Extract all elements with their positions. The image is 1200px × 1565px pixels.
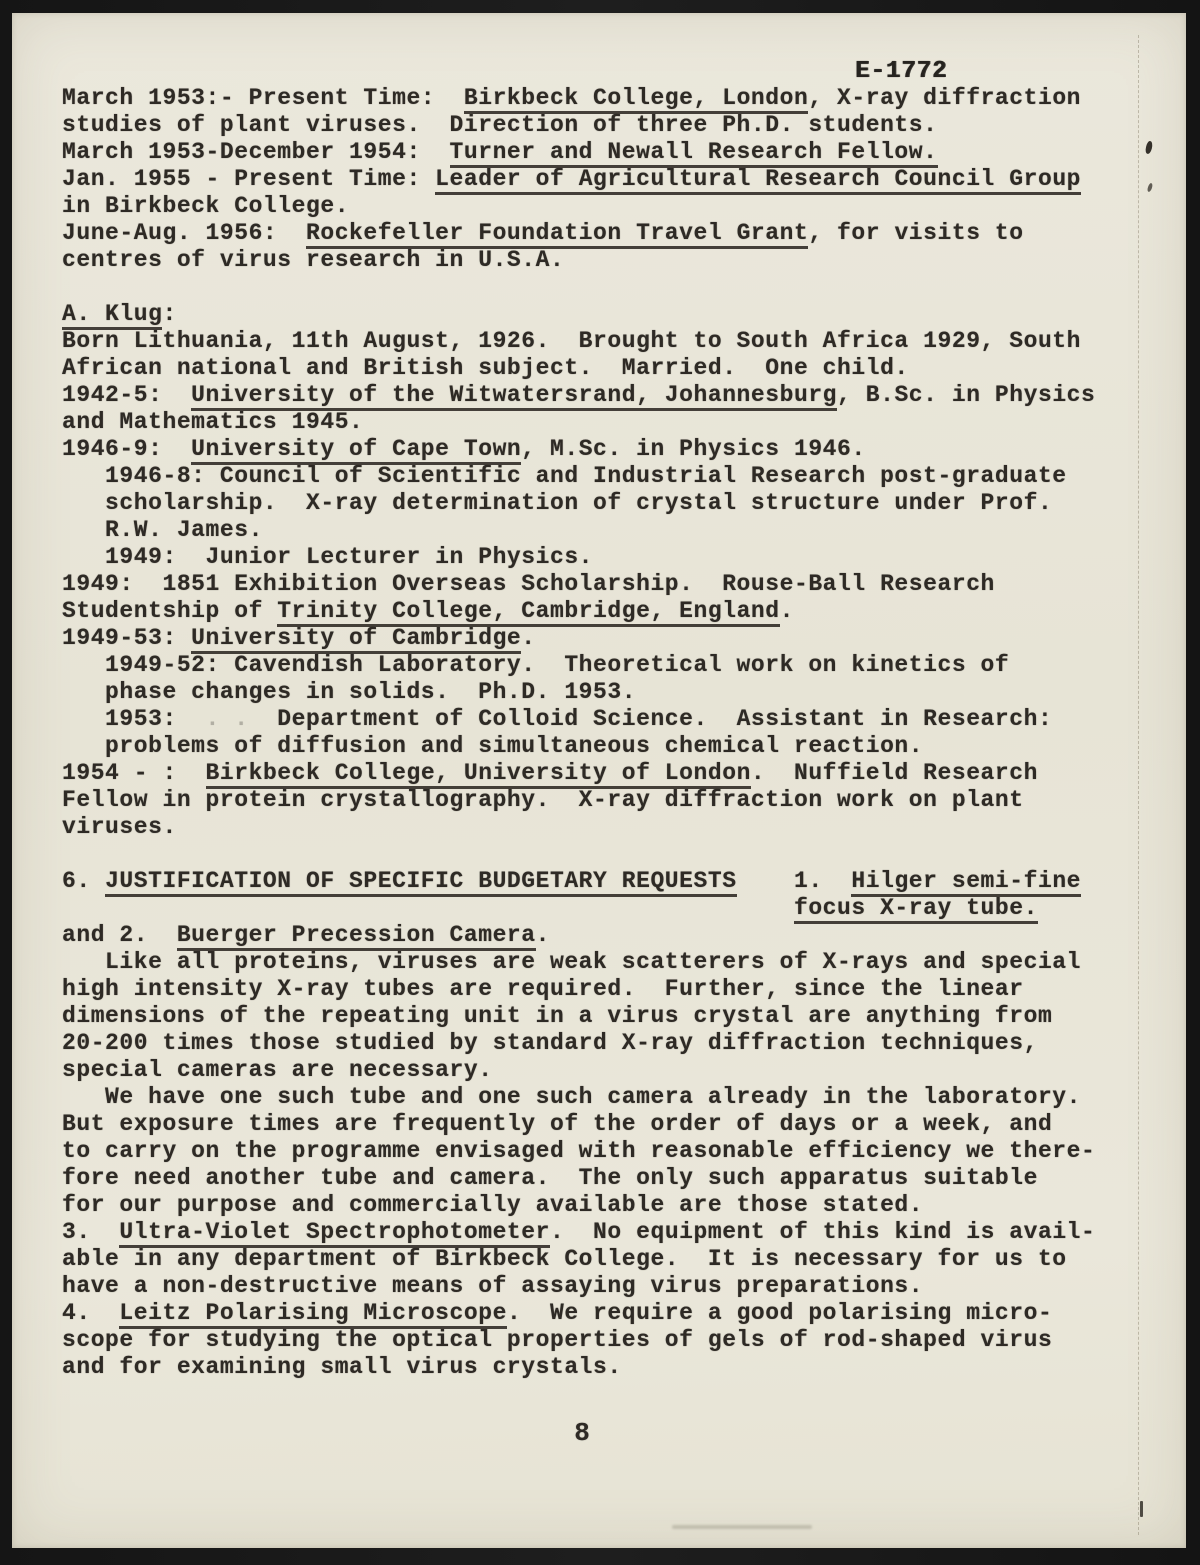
text-line	[62, 868, 1142, 895]
leading-spaces	[62, 895, 794, 921]
text-segment: Jan. 1955 - Present Time:	[62, 166, 436, 192]
text-segment: .	[521, 625, 536, 651]
paper-smudge	[672, 1525, 812, 1529]
text-line	[62, 760, 1142, 787]
text-line	[62, 652, 1142, 679]
text-line	[62, 1273, 1142, 1300]
underlined-text: Buerger Precession Camera	[177, 922, 536, 951]
text-segment: dimensions of the repeating unit in a virus crystal are anything from	[62, 1003, 1053, 1029]
text-segment: , B.Sc. in Physics	[837, 382, 1096, 408]
text-segment: , for visits to	[808, 220, 1024, 246]
text-line	[62, 274, 1142, 301]
text-line	[62, 517, 1142, 544]
text-line	[62, 139, 1142, 166]
text-line	[62, 1327, 1142, 1354]
text-line	[62, 706, 1142, 733]
text-segment	[62, 274, 76, 300]
text-segment: and 2.	[62, 922, 177, 948]
text-segment: .	[535, 922, 550, 948]
text-line	[62, 1246, 1142, 1273]
text-segment: special cameras are necessary.	[62, 1057, 493, 1083]
text-segment: . No equipment of this kind is avail-	[550, 1219, 1096, 1245]
text-segment: viruses.	[62, 814, 177, 840]
text-segment: R.W. James.	[62, 517, 263, 543]
text-segment: and Mathematics 1945.	[62, 409, 364, 435]
text-line	[62, 814, 1142, 841]
text-segment: 1949-52: Cavendish Laboratory. Theoretical work on kinetics of	[62, 652, 1010, 678]
text-line	[62, 1084, 1142, 1111]
text-segment: 1954 - :	[62, 760, 206, 786]
text-segment: 1946-8: Council of Scientific and Industrial Research post-graduate	[62, 463, 1067, 489]
text-segment: Department of Colloid Science. Assistant in Research:	[248, 706, 1053, 732]
text-line	[62, 787, 1142, 814]
text-segment: June-Aug. 1956:	[62, 220, 306, 246]
text-segment: 1946-9:	[62, 436, 192, 462]
text-segment: March 1953-December 1954:	[62, 139, 450, 165]
text-line	[62, 301, 1142, 328]
underlined-text: Birkbeck College, University of London	[206, 760, 751, 789]
text-line	[62, 625, 1142, 652]
text-segment: But exposure times are frequently of the order of days or a week, and	[62, 1111, 1053, 1137]
text-line	[62, 1300, 1142, 1327]
underlined-text: Turner and Newall Research Fellow.	[450, 139, 938, 168]
underlined-text: JUSTIFICATION OF SPECIFIC BUDGETARY REQUESTS	[105, 868, 737, 897]
text-segment: Studentship of	[62, 598, 278, 624]
text-line	[62, 598, 1142, 625]
text-line	[62, 841, 1142, 868]
text-segment: 20-200 times those studied by standard X-ray diffraction techniques,	[62, 1030, 1038, 1056]
underlined-text: University of Cambridge	[191, 625, 521, 654]
text-segment: March 1953:- Present Time:	[62, 85, 464, 111]
text-line	[62, 1192, 1142, 1219]
text-line	[62, 1030, 1142, 1057]
text-segment: 1953:	[62, 706, 206, 732]
text-segment: scholarship. X-ray determination of crystal structure under Prof.	[62, 490, 1053, 516]
text-segment: able in any department of Birkbeck College. It is necessary for us to	[62, 1246, 1067, 1272]
page-number: 8	[574, 1418, 590, 1448]
text-line	[62, 1111, 1142, 1138]
text-line	[62, 463, 1142, 490]
reference-number: E-1772	[855, 58, 948, 85]
faded-erased-text: . .	[205, 706, 249, 732]
ink-speck	[1140, 1501, 1143, 1517]
text-segment: , M.Sc. in Physics 1946.	[521, 436, 866, 462]
text-segment: , X-ray diffraction	[808, 85, 1082, 111]
underlined-text: Ultra-Violet Spectrophotometer	[119, 1219, 550, 1248]
text-line	[62, 976, 1142, 1003]
text-segment: for our purpose and commercially available are those stated.	[62, 1192, 924, 1218]
text-segment: .	[779, 598, 794, 624]
text-line	[62, 1219, 1142, 1246]
text-line	[62, 571, 1142, 598]
underlined-text: Rockefeller Foundation Travel Grant	[306, 220, 808, 249]
text-segment: to carry on the programme envisaged with reasonable efficiency we there-	[62, 1138, 1096, 1164]
text-line	[62, 922, 1142, 949]
underlined-text: Birkbeck College, London	[464, 85, 808, 114]
text-line	[62, 382, 1142, 409]
text-segment: in Birkbeck College.	[62, 193, 350, 219]
text-segment: problems of diffusion and simultaneous chemical reaction.	[62, 733, 924, 759]
text-segment: have a non-destructive means of assaying virus preparations.	[62, 1273, 924, 1299]
text-segment: Like all proteins, viruses are weak scatterers of X-rays and special	[62, 949, 1082, 975]
text-segment: centres of virus research in U.S.A.	[62, 247, 565, 273]
underlined-text: University of Cape Town	[191, 436, 521, 465]
text-segment: 1942-5:	[62, 382, 192, 408]
text-segment: 1.	[736, 868, 852, 894]
text-segment: African national and British subject. Married. One child.	[62, 355, 909, 381]
text-segment: 4.	[62, 1300, 120, 1326]
text-segment: :	[162, 301, 177, 327]
text-segment: . Nuffield Research	[750, 760, 1038, 786]
text-segment: phase changes in solids. Ph.D. 1953.	[62, 679, 637, 705]
ink-speck	[1147, 183, 1154, 193]
text-line	[62, 436, 1142, 463]
text-segment	[62, 841, 76, 867]
underlined-text: focus X-ray tube.	[794, 895, 1038, 924]
text-line	[62, 166, 1142, 193]
text-line	[62, 1138, 1142, 1165]
paper-fold-line	[1138, 35, 1139, 1535]
ink-speck	[1145, 140, 1154, 154]
text-line	[62, 409, 1142, 436]
text-line	[62, 733, 1142, 760]
text-segment: 1949: 1851 Exhibition Overseas Scholarship. Rouse-Ball Research	[62, 571, 995, 597]
text-line	[62, 193, 1142, 220]
text-segment: Born Lithuania, 11th August, 1926. Brought to South Africa 1929, South	[62, 328, 1082, 354]
text-segment: 3.	[62, 1219, 120, 1245]
text-line	[62, 85, 1142, 112]
text-line	[62, 1003, 1142, 1030]
text-line	[62, 949, 1142, 976]
text-line	[62, 490, 1142, 517]
text-segment: 1949-53:	[62, 625, 192, 651]
underlined-text: A. Klug	[62, 301, 162, 330]
text-line	[62, 1165, 1142, 1192]
text-line	[62, 679, 1142, 706]
underlined-text: University of the Witwatersrand, Johannesburg	[191, 382, 837, 411]
underlined-text: Trinity College, Cambridge, England	[277, 598, 779, 627]
text-line	[62, 328, 1142, 355]
text-line	[62, 895, 1142, 922]
text-segment: scope for studying the optical properties of gels of rod-shaped virus	[62, 1327, 1053, 1353]
document-body	[62, 85, 1142, 1381]
text-segment: 6.	[62, 868, 106, 894]
text-line	[62, 112, 1142, 139]
text-line	[62, 355, 1142, 382]
text-line	[62, 220, 1142, 247]
text-line	[62, 247, 1142, 274]
paper-sheet	[12, 13, 1186, 1548]
text-segment: fore need another tube and camera. The only such apparatus suitable	[62, 1165, 1038, 1191]
text-segment: Fellow in protein crystallography. X-ray diffraction work on plant	[62, 787, 1024, 813]
underlined-text: Leader of Agricultural Research Council Group	[435, 166, 1081, 195]
text-segment: . We require a good polarising micro-	[506, 1300, 1053, 1326]
text-line	[62, 1354, 1142, 1381]
text-segment: We have one such tube and one such camera already in the laboratory.	[62, 1084, 1082, 1110]
text-segment: and for examining small virus crystals.	[62, 1354, 622, 1380]
text-segment: studies of plant viruses. Direction of three Ph.D. students.	[62, 112, 938, 138]
text-line	[62, 544, 1142, 571]
text-line	[62, 1057, 1142, 1084]
text-segment: high intensity X-ray tubes are required. Further, since the linear	[62, 976, 1024, 1002]
text-segment: 1949: Junior Lecturer in Physics.	[62, 544, 594, 570]
underlined-text: Hilger semi-fine	[851, 868, 1081, 897]
underlined-text: Leitz Polarising Microscope	[119, 1300, 507, 1329]
